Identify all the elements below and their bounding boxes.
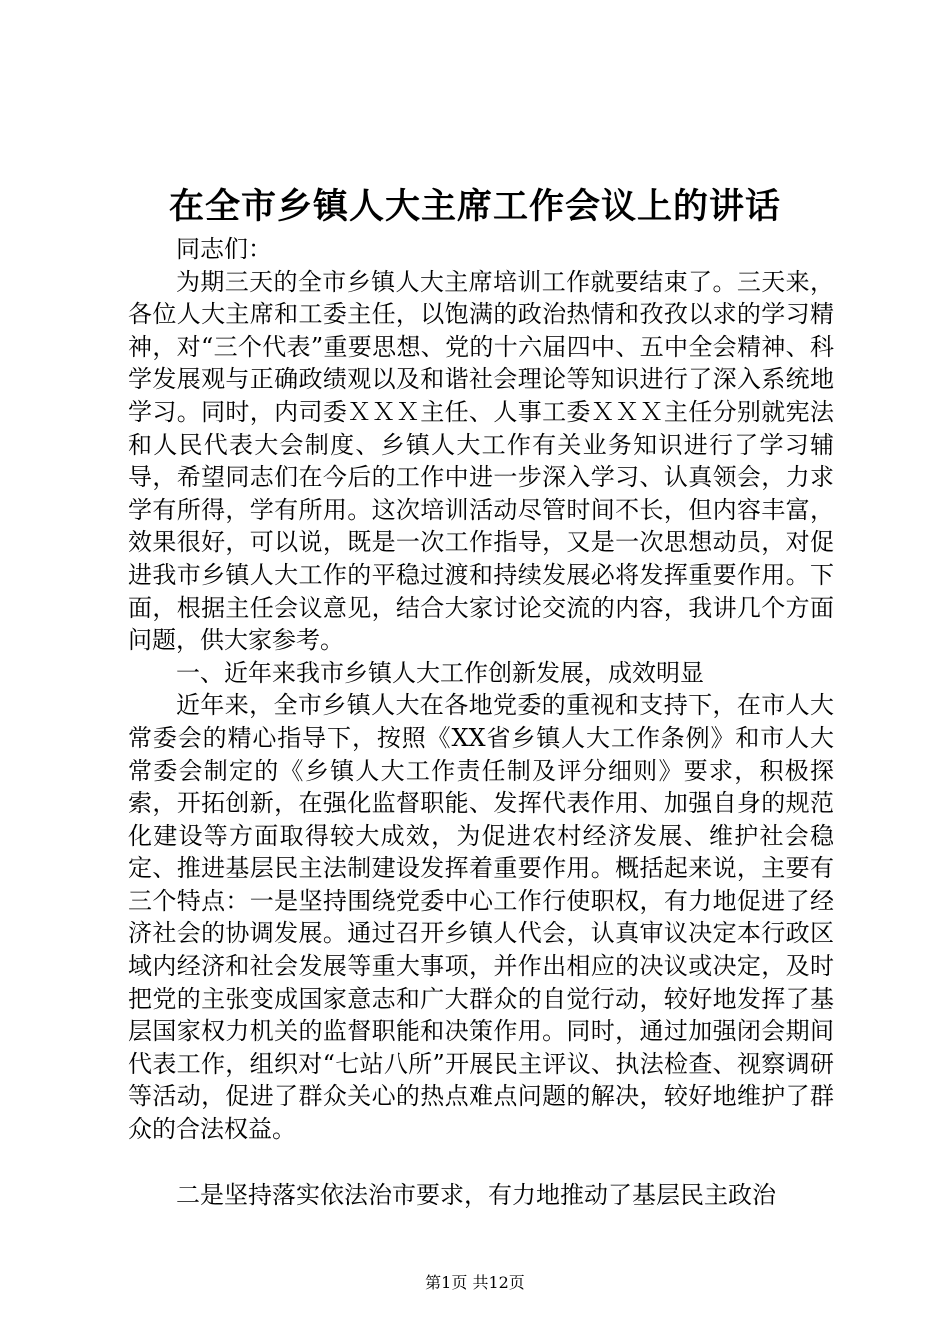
document-body: [128, 233, 834, 1211]
salutation: 同志们：: [176, 235, 272, 263]
document-title: 在全市乡镇人大主席工作会议上的讲话: [168, 186, 781, 227]
section-heading-1: 一、近年来我市乡镇人大工作创新发展，成效明显: [176, 658, 704, 687]
paragraph-achievements: 近年来，全市乡镇人大在各地党委的重视和支持下，在市人大常委会的精心指导下，按照《XX省乡镇人大工作条例》和市人大常委会制定的《乡镇人大工作责任制及评分细则》要求，积极探索，开拓创新，在强化监督职能、发挥代表作用、加强自身的规范化建设等方面取得较大成效，为促进农村经济发展、维护社会稳定、推进基层民主法制建设发挥着重要作用。概括起来说，主要有三个特点：一是坚持围绕党委中心工作行使职权，有力地促进了经济社会的协调发展。通过召开乡镇人代会，认真审议决定本行政区域内经济和社会发展等重大事项，并作出相应的决议或决定，及时把党的主张变成国家意志和广大群众的自觉行动，较好地发挥了基层国家权力机关的监督职能和决策作用。同时，通过加强闭会期间代表工作，组织对“七站八所”开展民主评议、执法检查、视察调研等活动，促进了群众关心的热点难点问题的解决，较好地维护了群众的合法权益。: [128, 691, 834, 1144]
paragraph-second-point: 二是坚持落实依法治市要求，有力地推动了基层民主政治: [176, 1180, 776, 1209]
paragraph-intro: 为期三天的全市乡镇人大主席培训工作就要结束了。三天来，各位人大主席和工委主任，以饱满的政治热情和孜孜以求的学习精神，对“三个代表”重要思想、党的十六届四中、五中全会精神、科学发展观与正确政绩观以及和谐社会理论等知识进行了深入系统地学习。同时，内司委ＸＸＸ主任、人事工委ＸＸＸ主任分别就宪法和人民代表大会制度、乡镇人大工作有关业务知识进行了学习辅导，希望同志们在今后的工作中进一步深入学习、认真领会，力求学有所得，学有所用。这次培训活动尽管时间不长，但内容丰富，效果很好，可以说，既是一次工作指导，又是一次思想动员，对促进我市乡镇人大工作的平稳过渡和持续发展必将发挥重要作用。下面，根据主任会议意见，结合大家讨论交流的内容，我讲几个方面问题，供大家参考。: [128, 267, 834, 655]
page-number-footer: 第1页 共12页: [425, 1273, 525, 1292]
